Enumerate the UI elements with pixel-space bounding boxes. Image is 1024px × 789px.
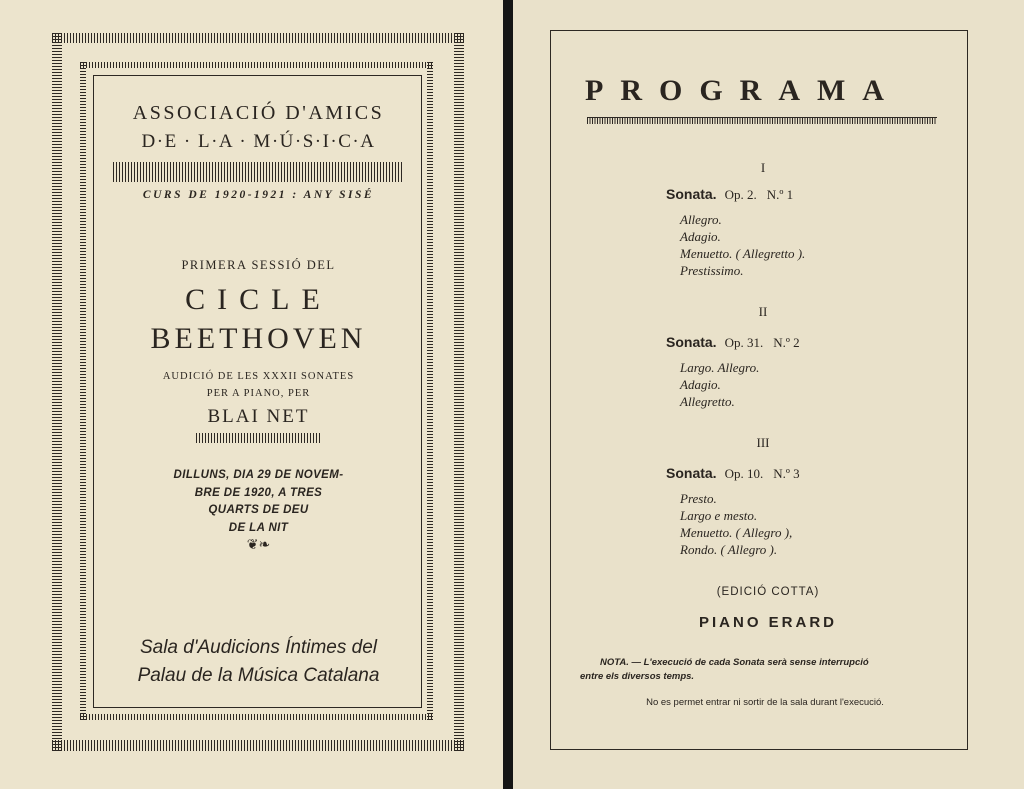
movement: Prestissimo.	[680, 263, 744, 278]
sonata-opus: Op. 31.	[724, 335, 764, 350]
section-numeral: II	[758, 304, 768, 319]
venue-line1: Sala d'Audicions Íntimes del	[139, 637, 378, 658]
program-cover-page	[0, 0, 503, 789]
cycle-title: CICLE	[185, 283, 332, 316]
sonata-number: N.º 2	[773, 335, 800, 350]
sonata-label: Sonata.	[666, 334, 717, 350]
movement: Menuetto. ( Allegro ),	[680, 525, 793, 540]
outer-border-top	[52, 33, 464, 43]
sonata-opus: Op. 2.	[724, 187, 757, 202]
piano-maker: PIANO ERARD	[698, 614, 837, 631]
edition-note: (EDICIÓ COTTA)	[716, 586, 820, 598]
audition-description	[95, 368, 422, 402]
sonata-number: N.º 1	[766, 187, 794, 202]
date-line2: BRE DE 1920, A TRES	[194, 486, 323, 499]
inner-border-right	[427, 62, 433, 720]
composer-title: BEETHOVEN	[150, 322, 367, 355]
movement: Adagio.	[680, 377, 721, 392]
inner-frame-line-top	[93, 75, 422, 76]
program-listing-page	[513, 0, 1024, 789]
date-line1: DILLUNS, DIA 29 DE NOVEM-	[173, 469, 344, 481]
sonata-number: N.º 3	[773, 466, 800, 481]
heading-rule	[587, 117, 937, 124]
program-heading: PROGRAMA	[585, 74, 901, 107]
outer-border-right	[454, 33, 464, 751]
performer-name: BLAI NET	[207, 406, 310, 427]
session-label: PRIMERA SESSIÓ DEL	[181, 258, 336, 272]
movement-list	[680, 211, 805, 279]
movement: Menuetto. ( Allegretto ).	[680, 246, 806, 261]
inner-border-top	[80, 62, 433, 68]
sonata-label: Sonata.	[666, 186, 717, 202]
note-line1: NOTA. — L'execució de cada Sonata serà sense interrupció	[600, 657, 869, 668]
movement-list	[680, 359, 759, 410]
ornament-fleuron-icon: ❦❧	[246, 538, 271, 553]
movement: Largo e mesto.	[680, 508, 758, 523]
venue-line2: Palau de la Música Catalana	[137, 665, 380, 686]
section-numeral: III	[756, 435, 770, 450]
inner-frame-line-left	[93, 75, 94, 708]
movement: Adagio.	[680, 229, 721, 244]
inner-frame-line-bottom	[93, 707, 422, 708]
inner-border-left	[80, 62, 86, 720]
movement: Rondo. ( Allegro ).	[680, 542, 778, 557]
date-line3: QUARTS DE DEU	[208, 504, 309, 516]
sonata-heading	[666, 465, 800, 483]
concert-date	[95, 467, 422, 537]
sonata-heading	[666, 186, 793, 204]
movement: Presto.	[680, 491, 717, 506]
movement: Allegretto.	[680, 394, 735, 409]
inner-border-bottom	[80, 714, 433, 720]
performance-note	[580, 656, 950, 684]
audition-line1: AUDICIÓ DE LES XXXII SONATES	[162, 371, 355, 382]
movement: Allegro.	[680, 212, 722, 227]
note-line2: entre els diversos temps.	[580, 671, 695, 682]
association-rule	[113, 162, 404, 182]
audition-line2: PER A PIANO, PER	[206, 388, 311, 399]
page-gutter	[503, 0, 513, 789]
association-name-line1: ASSOCIACIÓ D'AMICS	[132, 102, 385, 124]
performer-rule	[196, 433, 320, 443]
association-name-line2: D·E · L·A · M·Ú·S·I·C·A	[141, 131, 376, 152]
date-line4: DE LA NIT	[228, 521, 289, 534]
sonata-opus: Op. 10.	[724, 466, 764, 481]
outer-border-bottom	[52, 740, 464, 751]
outer-border-left	[52, 33, 62, 751]
entry-notice: No es permet entrar ni sortir de la sala durant l'execució.	[646, 697, 884, 708]
venue	[95, 634, 422, 690]
movement: Largo. Allegro.	[680, 360, 760, 375]
course-year: CURS DE 1920-1921 : ANY SISÉ	[142, 189, 375, 201]
section-numeral: I	[760, 160, 766, 175]
sonata-heading	[666, 334, 800, 352]
movement-list	[680, 490, 792, 558]
sonata-label: Sonata.	[666, 465, 717, 481]
